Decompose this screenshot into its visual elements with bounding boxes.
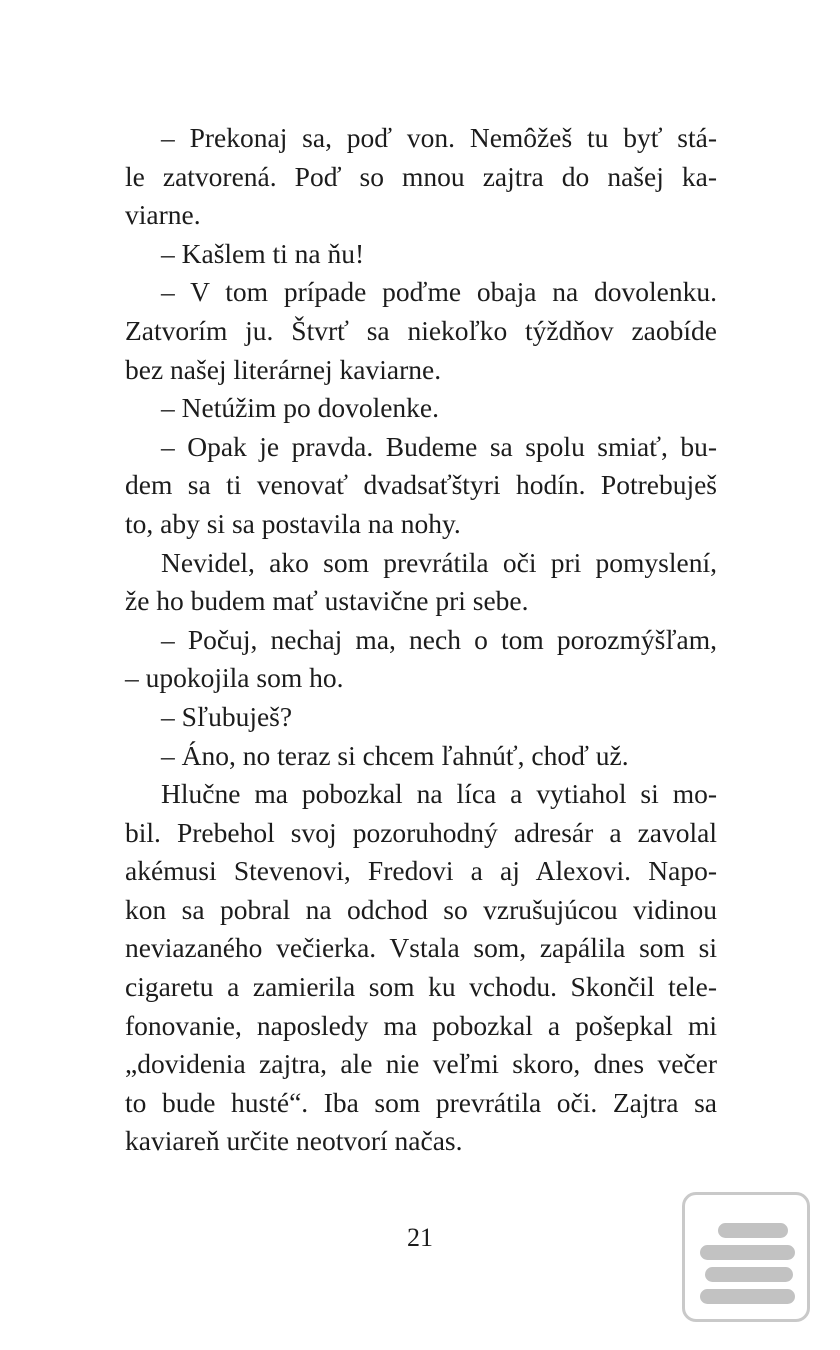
text-line: – upokojila som ho. xyxy=(125,662,344,694)
text-line: – Netúžim po dovolenke. xyxy=(161,392,439,424)
body-text xyxy=(125,119,717,1161)
text-line: Zatvorím ju. Štvrť sa niekoľko týždňov zaobíde xyxy=(125,314,717,346)
text-line: bez našej literárnej kaviarne. xyxy=(125,353,442,385)
text-line: kon sa pobral na odchod so vzrušujúcou vidinou xyxy=(125,893,717,925)
text-line: „dovidenia zajtra, ale nie veľmi skoro, dnes večer xyxy=(125,1048,717,1080)
text-line: le zatvorená. Poď so mnou zajtra do našej ka- xyxy=(125,160,717,192)
watermark-bar xyxy=(718,1223,788,1238)
text-line: fonovanie, naposledy ma pobozkal a pošepkal mi xyxy=(125,1009,717,1041)
text-line: – Áno, no teraz si chcem ľahnúť, choď už. xyxy=(161,739,629,771)
text-line: – Počuj, nechaj ma, nech o tom porozmýšľam, xyxy=(161,623,717,655)
text-line: to bude husté“. Iba som prevrátila oči. Zajtra sa xyxy=(125,1086,717,1118)
stacked-books-icon xyxy=(682,1192,810,1322)
text-line: cigaretu a zamierila som ku vchodu. Skončil tele- xyxy=(125,971,717,1003)
text-line: bil. Prebehol svoj pozoruhodný adresár a zavolal xyxy=(125,816,717,848)
watermark-bar xyxy=(700,1245,795,1260)
text-line: – Kašlem ti na ňu! xyxy=(161,237,365,269)
text-line: kaviareň určite neotvorí načas. xyxy=(125,1125,463,1157)
page-number: 21 xyxy=(407,1223,433,1252)
text-line: Hlučne ma pobozkal na líca a vytiahol si mo- xyxy=(161,778,717,810)
text-line: Nevidel, ako som prevrátila oči pri pomyslení, xyxy=(161,546,717,578)
text-line: – V tom prípade poďme obaja na dovolenku. xyxy=(161,276,717,308)
text-line: že ho budem mať ustavične pri sebe. xyxy=(125,585,529,617)
text-line: dem sa ti venovať dvadsaťštyri hodín. Potrebuješ xyxy=(125,469,717,501)
text-line: akémusi Stevenovi, Fredovi a aj Alexovi. Napo- xyxy=(125,855,717,887)
text-line: viarne. xyxy=(125,199,201,231)
text-line: to, aby si sa postavila na nohy. xyxy=(125,507,461,539)
text-line: – Sľubuješ? xyxy=(161,700,293,732)
text-line: – Opak je pravda. Budeme sa spolu smiať, bu- xyxy=(161,430,717,462)
watermark-bar xyxy=(700,1289,795,1304)
text-line: – Prekonaj sa, poď von. Nemôžeš tu byť stá- xyxy=(161,122,717,153)
text-line: neviazaného večierka. Vstala som, zapálila som si xyxy=(125,932,717,964)
watermark-bar xyxy=(705,1267,793,1282)
